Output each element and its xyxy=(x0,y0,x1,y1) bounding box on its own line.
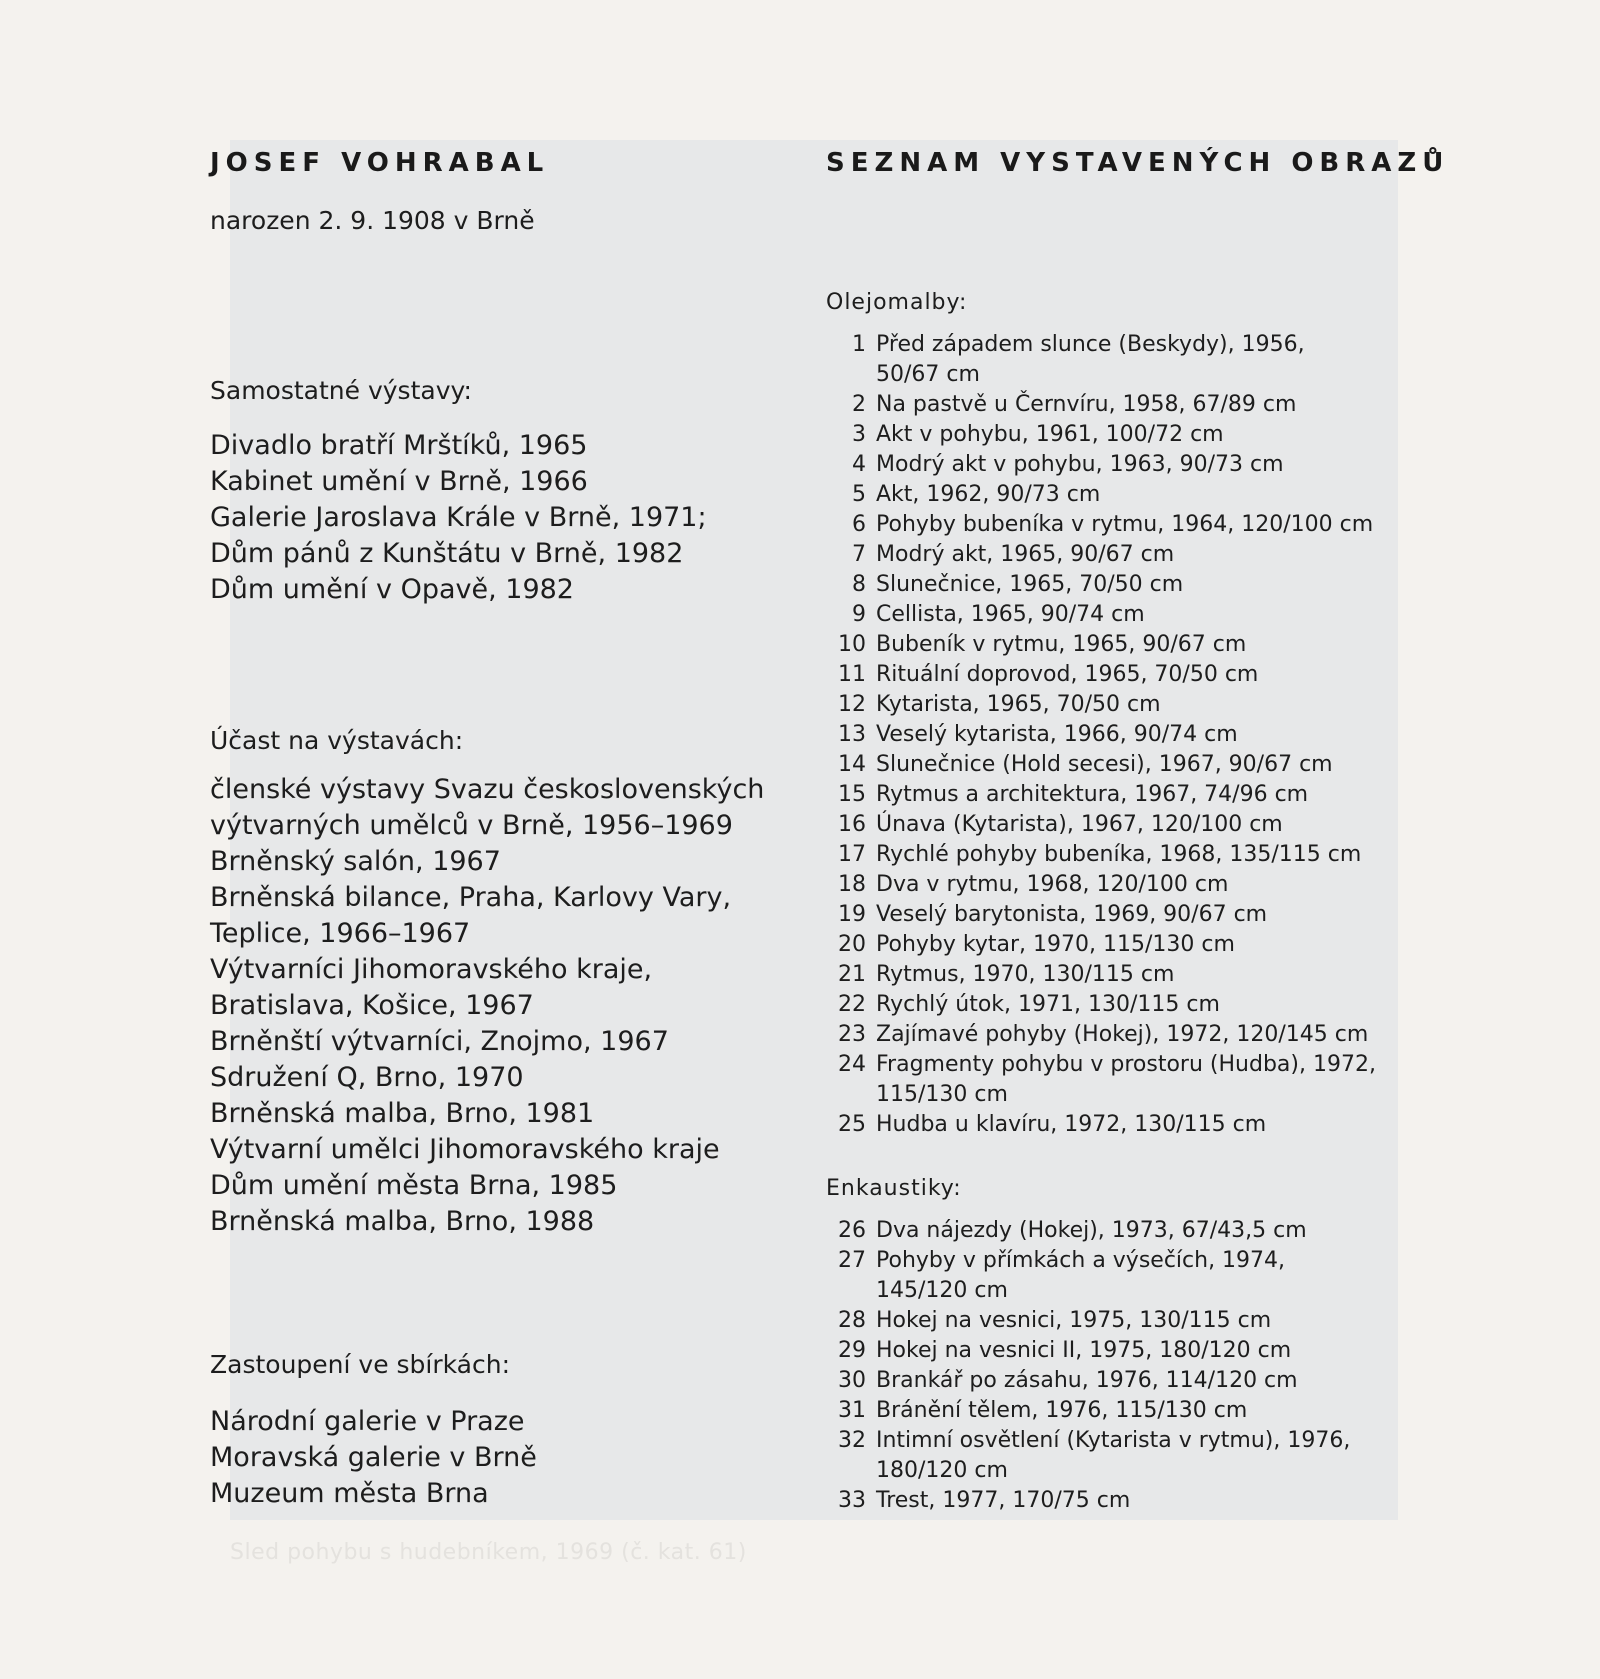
work-number: 11 xyxy=(838,662,866,687)
work-item xyxy=(826,390,1416,420)
work-number: 10 xyxy=(838,632,866,657)
work-item xyxy=(826,450,1416,480)
work-number: 17 xyxy=(838,842,866,867)
group-exhibition-item: Brněnský salón, 1967 xyxy=(210,846,501,877)
collection-item: Muzeum města Brna xyxy=(210,1478,489,1509)
work-number: 19 xyxy=(838,902,866,927)
work-title: 180/120 cm xyxy=(876,1458,1008,1483)
work-number: 27 xyxy=(838,1248,866,1273)
work-title: Rytmus, 1970, 130/115 cm xyxy=(876,962,1175,987)
work-number xyxy=(826,1456,866,1486)
group-exhibition-item: Bratislava, Košice, 1967 xyxy=(210,990,534,1021)
work-title: Rituální doprovod, 1965, 70/50 cm xyxy=(876,662,1259,687)
work-item xyxy=(826,780,1416,810)
work-item xyxy=(826,840,1416,870)
work-title: Modrý akt, 1965, 90/67 cm xyxy=(876,542,1175,567)
work-title: Slunečnice, 1965, 70/50 cm xyxy=(876,572,1184,597)
work-title: Hudba u klavíru, 1972, 130/115 cm xyxy=(876,1112,1267,1137)
work-item xyxy=(826,1456,1416,1486)
work-item xyxy=(826,750,1416,780)
work-number: 3 xyxy=(852,422,866,447)
solo-exhibition-item: Kabinet umění v Brně, 1966 xyxy=(210,466,588,497)
work-number: 29 xyxy=(838,1338,866,1363)
work-number: 25 xyxy=(838,1112,866,1137)
work-item xyxy=(826,1080,1416,1110)
work-item xyxy=(826,510,1416,540)
group-exhibition-item: Výtvarní umělci Jihomoravského kraje xyxy=(210,1134,720,1165)
work-title: Veselý barytonista, 1969, 90/67 cm xyxy=(876,902,1268,927)
work-number: 31 xyxy=(838,1398,866,1423)
work-title: Bubeník v rytmu, 1965, 90/67 cm xyxy=(876,632,1247,657)
work-number: 12 xyxy=(838,692,866,717)
group-exhibition-item: Brněnská malba, Brno, 1981 xyxy=(210,1098,595,1129)
work-title: Na pastvě u Černvíru, 1958, 67/89 cm xyxy=(876,392,1297,417)
work-number xyxy=(826,360,866,390)
work-item xyxy=(826,1396,1416,1426)
solo-exhibitions-label: Samostatné výstavy: xyxy=(210,376,472,405)
work-title: Rychlé pohyby bubeníka, 1968, 135/115 cm xyxy=(876,842,1362,867)
solo-exhibition-item: Galerie Jaroslava Krále v Brně, 1971; xyxy=(210,502,707,533)
work-title: Cellista, 1965, 90/74 cm xyxy=(876,602,1145,627)
work-number: 5 xyxy=(852,482,866,507)
work-item xyxy=(826,420,1416,450)
work-item xyxy=(826,1486,1416,1516)
work-title: Kytarista, 1965, 70/50 cm xyxy=(876,692,1161,717)
work-number: 6 xyxy=(852,512,866,537)
work-title: Dva nájezdy (Hokej), 1973, 67/43,5 cm xyxy=(876,1218,1307,1243)
work-item xyxy=(826,600,1416,630)
work-title: Dva v rytmu, 1968, 120/100 cm xyxy=(876,872,1229,897)
group-exhibition-item: Brněnská malba, Brno, 1988 xyxy=(210,1206,595,1237)
work-item xyxy=(826,1336,1416,1366)
work-title: Hokej na vesnici II, 1975, 180/120 cm xyxy=(876,1338,1292,1363)
collections-list xyxy=(210,1404,537,1512)
work-number: 33 xyxy=(838,1488,866,1513)
work-number: 9 xyxy=(852,602,866,627)
work-item xyxy=(826,480,1416,510)
work-item xyxy=(826,1246,1416,1276)
work-number: 20 xyxy=(838,932,866,957)
work-number: 14 xyxy=(838,752,866,777)
group-exhibitions-list xyxy=(210,772,764,1240)
work-item xyxy=(826,570,1416,600)
oils-list xyxy=(826,330,1416,1140)
work-title: Rytmus a architektura, 1967, 74/96 cm xyxy=(876,782,1309,807)
encaustics-list xyxy=(826,1216,1416,1516)
work-item xyxy=(826,690,1416,720)
work-number: 4 xyxy=(852,452,866,477)
work-item xyxy=(826,630,1416,660)
work-item xyxy=(826,900,1416,930)
work-number: 21 xyxy=(838,962,866,987)
work-item xyxy=(826,360,1416,390)
solo-exhibition-item: Dům pánů z Kunštátu v Brně, 1982 xyxy=(210,538,684,569)
work-number: 32 xyxy=(838,1428,866,1453)
work-number: 28 xyxy=(838,1308,866,1333)
work-title: Veselý kytarista, 1966, 90/74 cm xyxy=(876,722,1238,747)
work-item xyxy=(826,660,1416,690)
group-exhibition-item: Teplice, 1966–1967 xyxy=(210,918,471,949)
group-exhibition-item: členské výstavy Svazu československých xyxy=(210,774,765,805)
collections-label: Zastoupení ve sbírkách: xyxy=(210,1350,511,1379)
solo-exhibitions-list xyxy=(210,428,707,608)
work-title: Pohyby v přímkách a výsečích, 1974, xyxy=(876,1248,1286,1273)
work-item xyxy=(826,870,1416,900)
group-exhibition-item: Výtvarníci Jihomoravského kraje, xyxy=(210,954,653,985)
work-item xyxy=(826,990,1416,1020)
group-exhibition-item: výtvarných umělců v Brně, 1956–1969 xyxy=(210,810,733,841)
oils-label: Olejomalby: xyxy=(826,290,968,315)
work-item xyxy=(826,930,1416,960)
artist-name: JOSEF VOHRABAL xyxy=(210,148,550,178)
solo-exhibition-item: Divadlo bratří Mrštíků, 1965 xyxy=(210,430,588,461)
work-title: Brankář po zásahu, 1976, 114/120 cm xyxy=(876,1368,1298,1393)
work-number: 26 xyxy=(838,1218,866,1243)
work-title: Modrý akt v pohybu, 1963, 90/73 cm xyxy=(876,452,1284,477)
work-title: Pohyby bubeníka v rytmu, 1964, 120/100 cm xyxy=(876,512,1374,537)
work-title: Intimní osvětlení (Kytarista v rytmu), 1976, xyxy=(876,1428,1351,1453)
work-number: 18 xyxy=(838,872,866,897)
work-number: 24 xyxy=(838,1052,866,1077)
work-number: 8 xyxy=(852,572,866,597)
group-exhibition-item: Sdružení Q, Brno, 1970 xyxy=(210,1062,524,1093)
work-item xyxy=(826,540,1416,570)
work-item xyxy=(826,330,1416,360)
work-title: Akt, 1962, 90/73 cm xyxy=(876,482,1101,507)
work-title: Slunečnice (Hold secesi), 1967, 90/67 cm xyxy=(876,752,1333,777)
birth-info: narozen 2. 9. 1908 v Brně xyxy=(210,206,535,235)
group-exhibition-item: Brněnská bilance, Praha, Karlovy Vary, xyxy=(210,882,732,913)
solo-exhibition-item: Dům umění v Opavě, 1982 xyxy=(210,574,574,605)
work-number xyxy=(826,1080,866,1110)
collection-item: Moravská galerie v Brně xyxy=(210,1442,537,1473)
work-title: Pohyby kytar, 1970, 115/130 cm xyxy=(876,932,1235,957)
work-item xyxy=(826,1276,1416,1306)
work-title: Trest, 1977, 170/75 cm xyxy=(876,1488,1131,1513)
work-number: 22 xyxy=(838,992,866,1017)
work-title: Zajímavé pohyby (Hokej), 1972, 120/145 cm xyxy=(876,1022,1369,1047)
work-item xyxy=(826,1306,1416,1336)
work-number: 16 xyxy=(838,812,866,837)
work-title: 50/67 cm xyxy=(876,362,980,387)
collection-item: Národní galerie v Praze xyxy=(210,1406,525,1437)
group-exhibition-item: Dům umění města Brna, 1985 xyxy=(210,1170,618,1201)
work-item xyxy=(826,1020,1416,1050)
work-item xyxy=(826,1216,1416,1246)
show-through-text: Sled pohybu s hudebníkem, 1969 (č. kat. 61) xyxy=(230,1540,747,1565)
work-title: Únava (Kytarista), 1967, 120/100 cm xyxy=(876,812,1283,837)
work-number: 1 xyxy=(852,332,866,357)
work-title: Rychlý útok, 1971, 130/115 cm xyxy=(876,992,1220,1017)
work-title: Před západem slunce (Beskydy), 1956, xyxy=(876,332,1305,357)
work-item xyxy=(826,960,1416,990)
work-number: 30 xyxy=(838,1368,866,1393)
work-item xyxy=(826,1110,1416,1140)
work-item xyxy=(826,810,1416,840)
work-number: 2 xyxy=(852,392,866,417)
work-item xyxy=(826,1366,1416,1396)
work-item xyxy=(826,720,1416,750)
work-number: 7 xyxy=(852,542,866,567)
work-number: 23 xyxy=(838,1022,866,1047)
work-title: 145/120 cm xyxy=(876,1278,1008,1303)
work-title: Akt v pohybu, 1961, 100/72 cm xyxy=(876,422,1224,447)
work-number xyxy=(826,1276,866,1306)
work-title: Hokej na vesnici, 1975, 130/115 cm xyxy=(876,1308,1272,1333)
work-item xyxy=(826,1426,1416,1456)
work-title: Bránění tělem, 1976, 115/130 cm xyxy=(876,1398,1248,1423)
works-title: SEZNAM VYSTAVENÝCH OBRAZŮ xyxy=(826,148,1450,178)
encaustics-label: Enkaustiky: xyxy=(826,1176,962,1201)
work-number: 15 xyxy=(838,782,866,807)
group-exhibition-item: Brněnští výtvarníci, Znojmo, 1967 xyxy=(210,1026,669,1057)
work-number: 13 xyxy=(838,722,866,747)
work-item xyxy=(826,1050,1416,1080)
work-title: Fragmenty pohybu v prostoru (Hudba), 1972, xyxy=(876,1052,1376,1077)
work-title: 115/130 cm xyxy=(876,1082,1008,1107)
group-exhibitions-label: Účast na výstavách: xyxy=(210,726,464,755)
